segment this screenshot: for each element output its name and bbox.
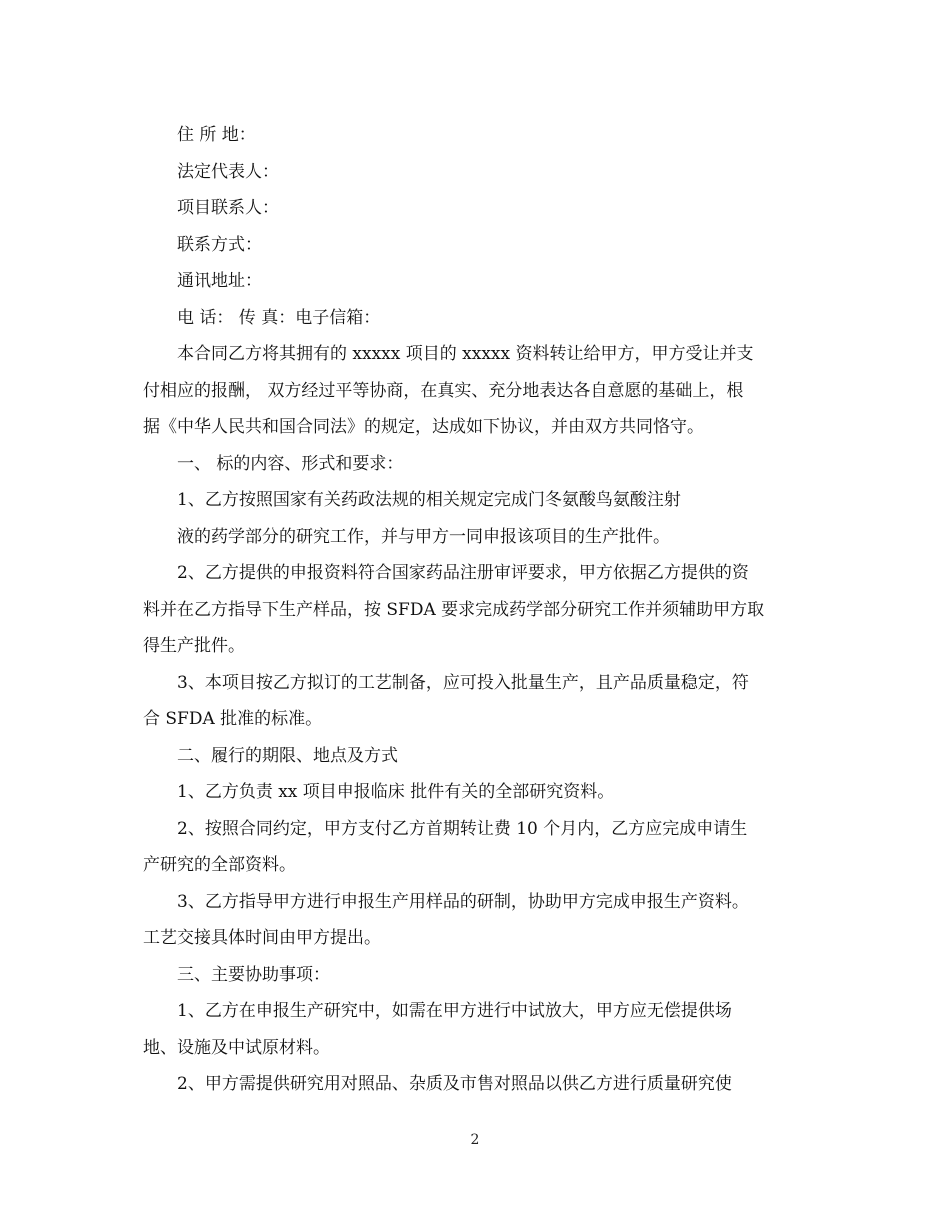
text-line: 1、乙方按照国家有关药政法规的相关规定完成门冬氨酸鸟氨酸注射 [177,490,681,510]
text-line: 二、履行的期限、地点及方式 [177,745,398,766]
text-line: 料并在乙方指导下生产样品，按 SFDA 要求完成药学部分研究工作并须辅助甲方取 [143,599,765,620]
text-line: 合 SFDA 批准的标准。 [143,709,323,729]
text-line: 住 所 地： [177,125,256,145]
text-line: 得生产批件。 [143,636,245,656]
text-line: 三、主要协助事项： [177,964,330,985]
text-line: 联系方式： [177,234,262,255]
page-number: 2 [470,1132,480,1148]
text-line: 1、乙方负责 xx 项目申报临床 批件有关的全部研究资料。 [177,782,615,802]
text-line: 地、设施及中试原材料。 [143,1037,330,1058]
text-line: 3、本项目按乙方拟订的工艺制备，应可投入批量生产，且产品质量稳定，符 [177,672,749,693]
text-line: 法定代表人： [177,161,279,182]
text-line: 项目联系人： [177,198,279,218]
text-line: 2、甲方需提供研究用对照品、杂质及市售对照品以供乙方进行质量研究使 [177,1074,732,1094]
text-line: 据《中华人民共和国合同法》的规定，达成如下协议，并由双方共同恪守。 [143,417,704,437]
text-line: 工艺交接具体时间由甲方提出。 [143,928,381,948]
text-line: 3、乙方指导甲方进行申报生产用样品的研制，协助甲方完成申报生产资料。 [177,891,749,912]
text-line: 电 话： 传 真：电子信箱： [177,307,381,328]
text-line: 产研究的全部资料。 [143,855,296,875]
text-line: 一、 标的内容、形式和要求： [177,453,404,474]
document-body [143,117,806,1103]
text-line: 通讯地址： [177,271,262,291]
text-line: 付相应的报酬， 双方经过平等协商，在真实、充分地表达各自意愿的基础上，根 [143,380,744,401]
text-line: 2、乙方提供的申报资料符合国家药品注册审评要求，甲方依据乙方提供的资 [177,563,749,583]
text-line: 液的药学部分的研究工作，并与甲方一同申报该项目的生产批件。 [177,526,670,547]
text-line: 2、按照合同约定，甲方支付乙方首期转让费 10 个月内，乙方应完成申请生 [177,818,748,839]
text-line: 本合同乙方将其拥有的 xxxxx 项目的 xxxxx 资料转让给甲方，甲方受让并支 [177,344,754,364]
text-line: 1、乙方在申报生产研究中，如需在甲方进行中试放大，甲方应无偿提供场 [177,1001,732,1021]
